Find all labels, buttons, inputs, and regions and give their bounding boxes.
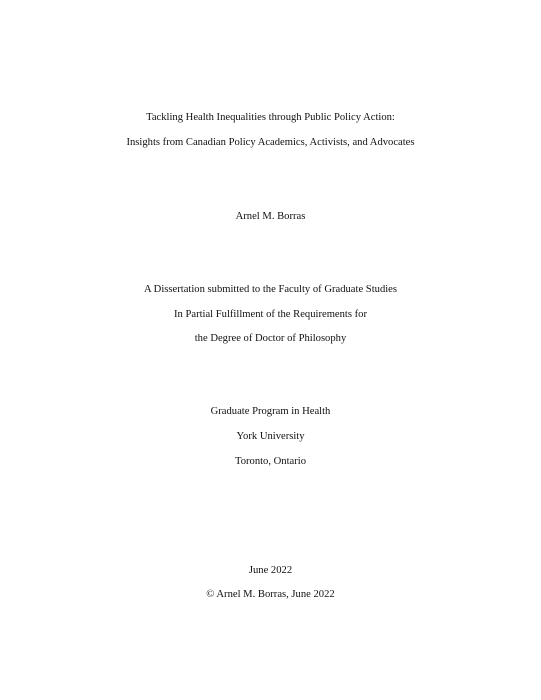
copyright-notice: © Arnel M. Borras, June 2022 [206, 589, 335, 600]
title-line-1: Tackling Health Inequalities through Public Policy Action: [146, 112, 395, 123]
location: Toronto, Ontario [234, 456, 307, 467]
submission-line-1: A Dissertation submitted to the Faculty of Graduate Studies [143, 284, 398, 295]
university-name: York University [236, 431, 305, 442]
program-name: Graduate Program in Health [210, 406, 331, 417]
submission-line-2: In Partial Fulfillment of the Requirements for [174, 309, 367, 320]
author-name: Arnel M. Borras [235, 211, 306, 222]
submission-date: June 2022 [248, 565, 293, 576]
submission-line-3: the Degree of Doctor of Philosophy [194, 333, 347, 344]
title-line-2: Insights from Canadian Policy Academics, Activists, and Advocates [126, 137, 415, 148]
